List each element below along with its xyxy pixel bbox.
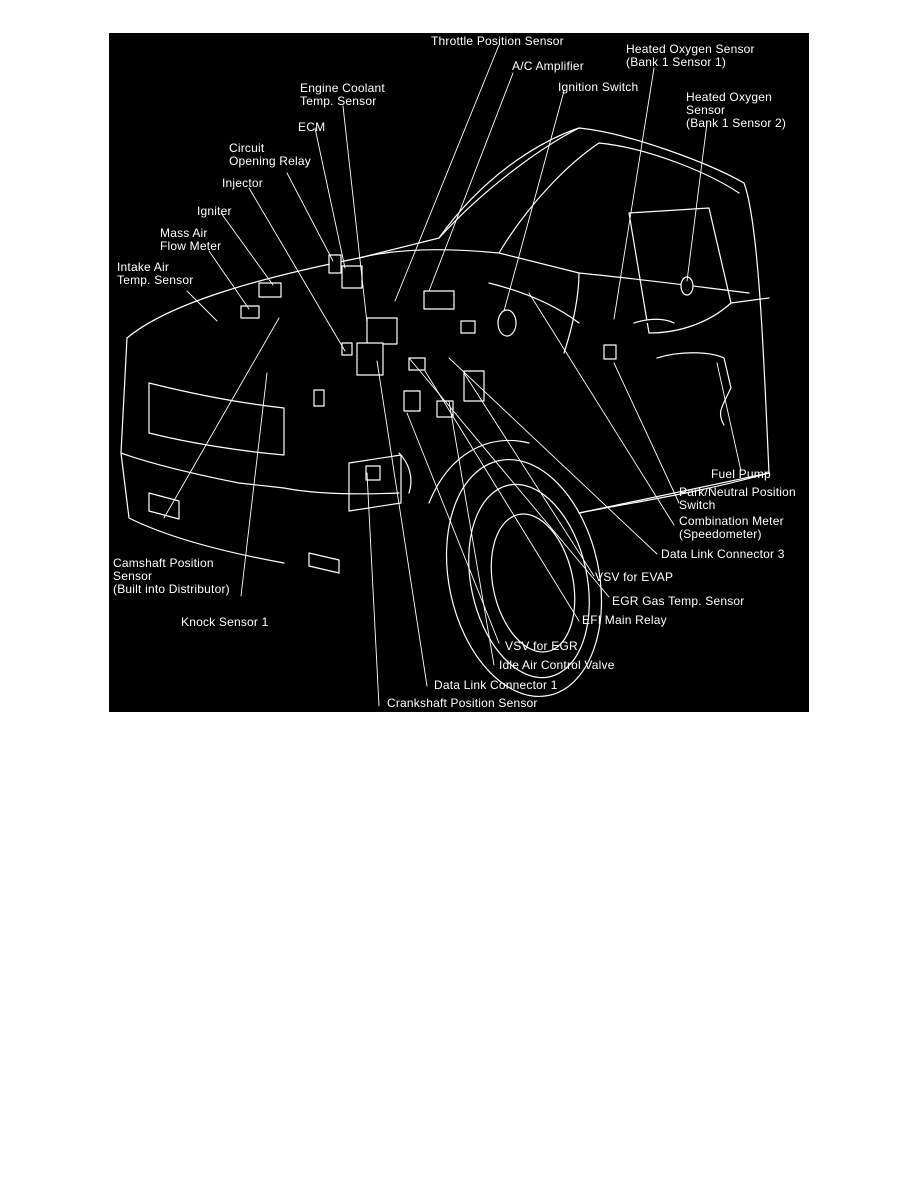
- label-ignition-switch: Ignition Switch: [558, 80, 639, 94]
- label-engine-coolant-temp-sensor: Engine Coolant Temp. Sensor: [300, 81, 385, 108]
- label-efi-main-relay: EFI Main Relay: [582, 613, 667, 627]
- label-egr-gas-temp-sensor: EGR Gas Temp. Sensor: [612, 594, 745, 608]
- label-data-link-connector-3: Data Link Connector 3: [661, 547, 785, 561]
- vehicle-body: [121, 128, 769, 573]
- label-mass-air-flow-meter: Mass Air Flow Meter: [160, 226, 222, 253]
- label-park-neutral-position-switch: Park/Neutral Position Switch: [679, 485, 796, 512]
- label-injector: Injector: [222, 176, 263, 190]
- vehicle-line-drawing: [109, 33, 809, 712]
- label-throttle-position-sensor: Throttle Position Sensor: [431, 34, 564, 48]
- label-data-link-connector-1: Data Link Connector 1: [434, 678, 558, 692]
- label-heated-oxygen-sensor-b1s2: Heated Oxygen Sensor (Bank 1 Sensor 2): [686, 90, 787, 130]
- label-fuel-pump: Fuel Pump: [711, 467, 771, 481]
- label-ecm: ECM: [298, 120, 326, 134]
- label-combination-meter: Combination Meter (Speedometer): [679, 514, 784, 541]
- label-vsv-for-egr: VSV for EGR: [505, 639, 578, 653]
- label-vsv-for-evap: VSV for EVAP: [595, 570, 674, 584]
- component-location-diagram: [109, 33, 809, 712]
- label-crankshaft-position-sensor: Crankshaft Position Sensor: [387, 696, 538, 710]
- label-heated-oxygen-sensor-b1s1: Heated Oxygen Sensor (Bank 1 Sensor 1): [626, 42, 755, 69]
- label-intake-air-temp-sensor: Intake Air Temp. Sensor: [117, 260, 194, 287]
- label-ac-amplifier: A/C Amplifier: [512, 59, 584, 73]
- label-knock-sensor-1: Knock Sensor 1: [181, 615, 269, 629]
- label-idle-air-control-valve: Idle Air Control Valve: [499, 658, 615, 672]
- label-camshaft-position-sensor: Camshaft Position Sensor (Built into Distributor): [113, 556, 230, 596]
- engine-components: [241, 255, 731, 480]
- label-circuit-opening-relay: Circuit Opening Relay: [229, 141, 311, 168]
- label-igniter: Igniter: [197, 204, 232, 218]
